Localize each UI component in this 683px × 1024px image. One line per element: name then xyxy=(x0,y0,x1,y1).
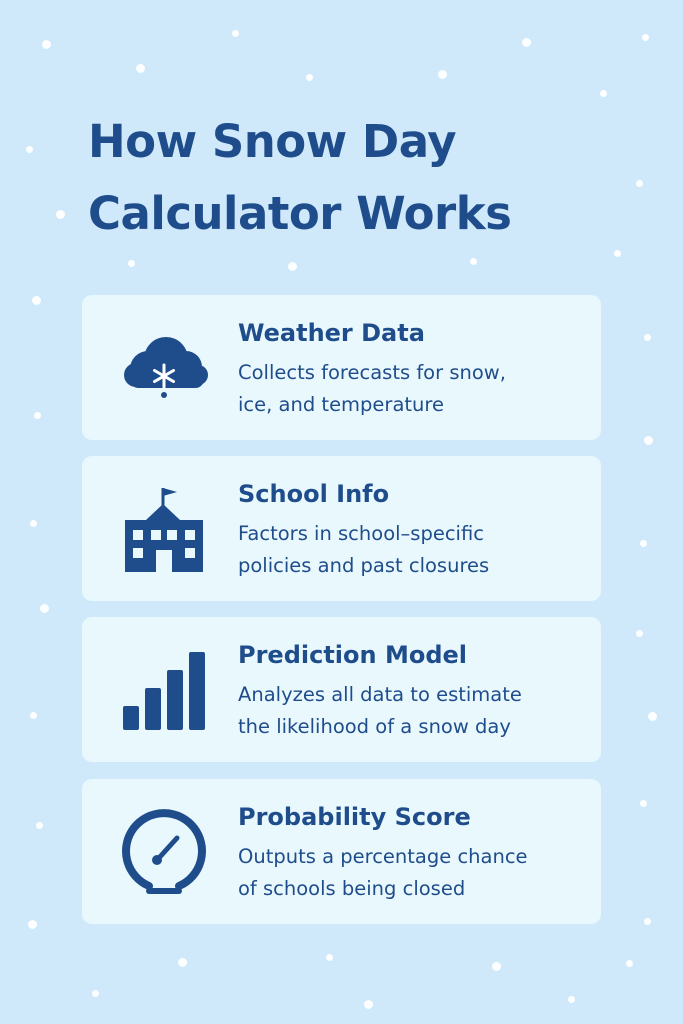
snowflake-dot xyxy=(128,260,135,267)
snowflake-dot xyxy=(470,258,477,265)
card-description xyxy=(238,679,588,743)
snowflake-dot xyxy=(288,262,297,271)
snowflake-dot xyxy=(36,822,43,829)
card-school-info xyxy=(82,456,601,601)
card-description-line: Factors in school–specific xyxy=(238,522,484,545)
snowflake-dot xyxy=(636,630,643,637)
snowflake-dot xyxy=(640,540,647,547)
snowflake-dot xyxy=(26,146,33,153)
snowflake-dot xyxy=(492,962,501,971)
snowflake-dot xyxy=(642,34,649,41)
snowflake-dot xyxy=(30,712,37,719)
snowflake-dot xyxy=(178,958,187,967)
page-title-line-2: Calculator Works xyxy=(88,187,512,240)
card-description-line: ice, and temperature xyxy=(238,393,444,416)
snowflake-dot xyxy=(522,38,531,47)
snowflake-dot xyxy=(136,64,145,73)
snowflake-dot xyxy=(306,74,313,81)
snowflake-dot xyxy=(640,800,647,807)
snowflake-dot xyxy=(40,604,49,613)
card-title: Weather Data xyxy=(238,319,425,347)
snowflake-dot xyxy=(648,712,657,721)
snowflake-dot xyxy=(34,412,41,419)
snowflake-dot xyxy=(364,1000,373,1009)
gauge-icon xyxy=(114,809,214,895)
snowflake-dot xyxy=(232,30,239,37)
card-title: Probability Score xyxy=(238,803,471,831)
snowflake-dot xyxy=(326,954,333,961)
card-prediction-model xyxy=(82,617,601,762)
snowflake-dot xyxy=(644,334,651,341)
card-title: Prediction Model xyxy=(238,641,468,669)
card-description-line: policies and past closures xyxy=(238,554,490,577)
bar-chart-icon xyxy=(114,647,214,733)
card-description-line: Collects forecasts for snow, xyxy=(238,361,506,384)
card-title: School Info xyxy=(238,480,390,508)
card-probability-score xyxy=(82,779,601,924)
snowflake-dot xyxy=(28,920,37,929)
snowflake-dot xyxy=(626,960,633,967)
page-title xyxy=(88,106,608,250)
snowflake-dot xyxy=(644,918,651,925)
card-description xyxy=(238,518,588,582)
snowflake-dot xyxy=(600,90,607,97)
snowflake-dot xyxy=(30,520,37,527)
school-building-icon xyxy=(114,486,214,572)
card-weather-data xyxy=(82,295,601,440)
page-title-line-1: How Snow Day xyxy=(88,115,457,168)
snowflake-dot xyxy=(636,180,643,187)
card-description-line: the likelihood of a snow day xyxy=(238,715,511,738)
snow-cloud-icon xyxy=(114,325,214,411)
snowflake-dot xyxy=(32,296,41,305)
card-description-line: Analyzes all data to estimate xyxy=(238,683,522,706)
snowflake-dot xyxy=(42,40,51,49)
snowflake-dot xyxy=(568,996,575,1003)
card-description-line: of schools being closed xyxy=(238,877,466,900)
snowflake-dot xyxy=(92,990,99,997)
snowflake-dot xyxy=(56,210,65,219)
card-description-line: Outputs a percentage chance xyxy=(238,845,528,868)
snowflake-dot xyxy=(438,70,447,79)
card-description xyxy=(238,357,588,421)
card-description xyxy=(238,841,588,905)
snowflake-dot xyxy=(644,436,653,445)
snowflake-dot xyxy=(614,250,621,257)
